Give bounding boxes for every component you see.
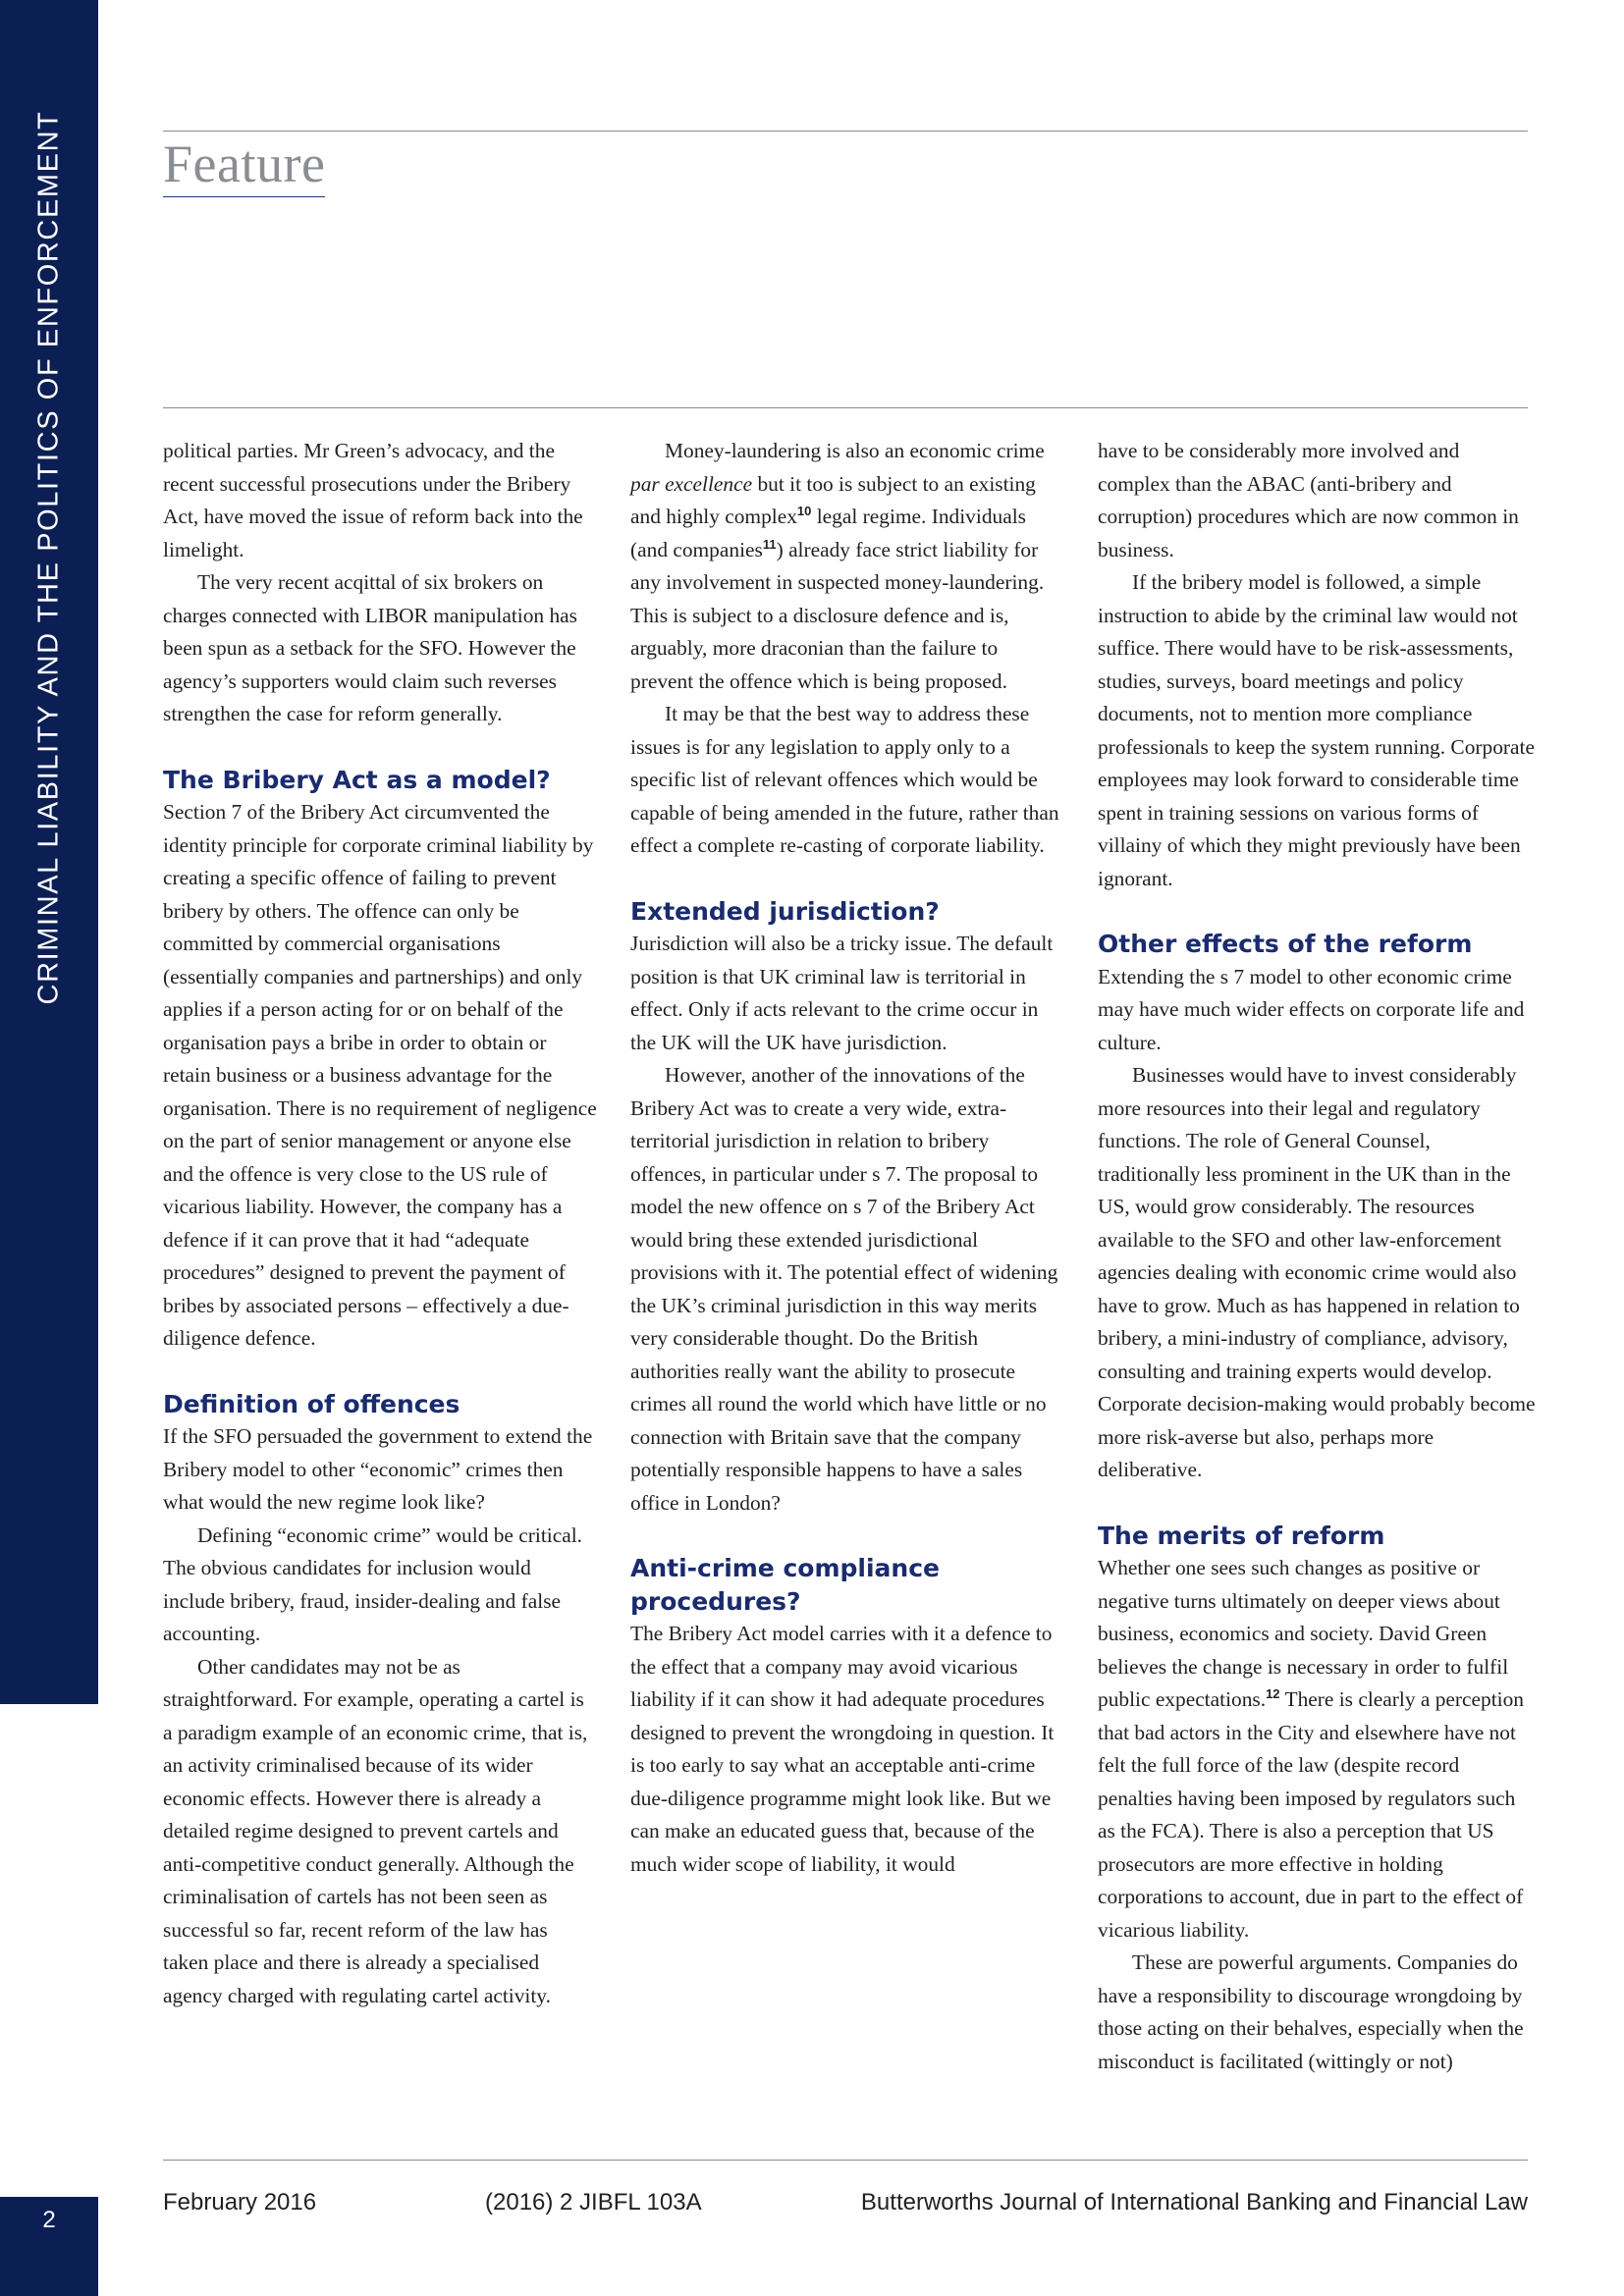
section-label: Feature xyxy=(163,132,325,197)
subheading: The merits of reform xyxy=(1098,1521,1385,1550)
paragraph xyxy=(1098,1552,1536,1947)
column-3 xyxy=(1098,435,1536,2078)
paragraph: have to be considerably more involved and complex than the ABAC (anti-bribery and corruption) procedures which are now common in business. xyxy=(1098,439,1519,561)
subheading: Extended jurisdiction? xyxy=(630,896,940,926)
paragraph: It may be that the best way to address these issues is for any legislation to apply only to a specific list of relevant offences which would be capable of being amended in the future, rather than effect a complete re-casting of corporate liability. xyxy=(630,702,1059,857)
paragraph: However, another of the innovations of the Bribery Act was to create a very wide, extra-territorial jurisdiction in relation to bribery offences, in particular under s 7. The proposal to model the new offence on s 7 of the Bribery Act would bring these extended jurisdictional provisions with it. The potential effect of widening the UK’s criminal jurisdiction in this way merits very considerable thought. Do the British authorities really want the ability to prosecute crimes all round the world which have little or no connection with Britain save that the company potentially responsible happens to have a sales office in London? xyxy=(630,1063,1058,1515)
paragraph: Businesses would have to invest considerably more resources into their legal and regulatory functions. The role of General Counsel, traditionally less prominent in the UK than in the US, would grow considerably. The resources available to the SFO and other law-enforcement agencies dealing with economic crime would also have to grow. Much as has happened in relation to bribery, a mini-industry of compliance, advisory, consulting and training experts would develop. Corporate decision-making would probably become more risk-averse but also, perhaps more deliberative. xyxy=(1098,1063,1536,1481)
footnote-ref: 12 xyxy=(1266,1685,1280,1701)
paragraph: If the bribery model is followed, a simple instruction to abide by the criminal law would not suffice. There would have to be risk-assessments, studies, surveys, board meetings and policy documents, not to mention more compliance professionals to keep the system running. Corporate employees may look forward to considerable time spent in training sessions on various forms of villainy of which they might previously have been ignorant. xyxy=(1098,570,1535,890)
paragraph: If the SFO persuaded the government to extend the Bribery model to other “economic” crimes then what would the new regime look like? xyxy=(163,1424,593,1514)
column-1 xyxy=(163,435,597,2012)
text-run: Whether one sees such changes as positive or negative turns ultimately on deeper views about business, economics and society. David Green believes the change is necessary in order to fulfil public expectations. xyxy=(1098,1556,1509,1711)
text-run: Money-laundering is also an economic crime xyxy=(665,439,1045,462)
footer-citation: (2016) 2 JIBFL 103A xyxy=(485,2189,702,2216)
subheading: Anti-crime compliance procedures? xyxy=(630,1554,940,1616)
footnote-ref: 11 xyxy=(762,536,777,552)
paragraph: political parties. Mr Green’s advocacy, and the recent successful prosecutions under the Bribery Act, have moved the issue of reform back into the limelight. xyxy=(163,439,583,561)
text-run: ) already face strict liability for any involvement in suspected money-laundering. This is subject to a disclosure defence and is, arguably, more draconian than the failure to prevent the offence which is being proposed. xyxy=(630,537,1045,693)
paragraph xyxy=(630,435,1064,698)
subheading: Other effects of the reform xyxy=(1098,930,1473,958)
running-title: CRIMINAL LIABILITY AND THE POLITICS OF ENFORCEMENT xyxy=(32,110,65,1005)
paragraph: Jurisdiction will also be a tricky issue. The default position is that UK criminal law is territorial in effect. Only if acts relevant to the crime occur in the UK will the UK have jurisdiction. xyxy=(630,932,1054,1054)
subheading: The Bribery Act as a model? xyxy=(163,765,551,794)
footnote-ref: 10 xyxy=(796,503,812,518)
paragraph: These are powerful arguments. Companies do have a responsibility to discourage wrongdoing by those acting on their behalves, especially when the misconduct is facilitated (wittingly or not) xyxy=(1098,1950,1524,2073)
footer-rule xyxy=(163,2160,1528,2161)
text-run: legal regime. Individuals (and companies xyxy=(630,505,1026,561)
paragraph: The very recent acqittal of six brokers on charges connected with LIBOR manipulation has been spun as a setback for the SFO. However the agency’s supporters would claim such reverses strengthen the case for reform generally. xyxy=(163,570,577,725)
header-rule xyxy=(163,131,1528,132)
paragraph: Other candidates may not be as straightforward. For example, operating a cartel is a paradigm example of an economic crime, that is, an activity criminalised because of its wider economic effects. However there is already a detailed regime designed to prevent cartels and anti-competitive conduct generally. Although the criminalisation of cartels has not been seen as successful so far, recent reform of the law has taken place and there is already a specialised agency charged with regulating cartel activity. xyxy=(163,1654,588,2007)
paragraph: Extending the s 7 model to other economic crime may have much wider effects on corporate life and culture. xyxy=(1098,964,1525,1054)
paragraph: Section 7 of the Bribery Act circumvented the identity principle for corporate criminal liability by creating a specific offence of failing to prevent bribery by others. The offence can only be committed by commercial organisations (essentially companies and partnerships) and only applies if a person acting for or on behalf of the organisation pays a bribe in order to obtain or retain business or a business advantage for the organisation. There is no requirement of negligence on the part of senior management or anyone else and the offence is very close to the US rule of vicarious liability. However, the company has a defence if it can prove that it had “adequate procedures” designed to prevent the payment of bribes by associated persons – effectively a due-diligence defence. xyxy=(163,800,597,1350)
italic-phrase: par excellence xyxy=(630,471,753,496)
subheading: Definition of offences xyxy=(163,1389,460,1418)
column-2 xyxy=(630,435,1064,1881)
text-run: There is clearly a perception that bad actors in the City and elsewhere have not felt the full force of the law (despite record penalties having been imposed by regulators such as the FCA). There is also a perception that US prosecutors are more effective in holding corporations to account, due in part to the effect of vicarious liability. xyxy=(1098,1687,1524,1942)
footer-date: February 2016 xyxy=(163,2189,317,2216)
footer-journal: Butterworths Journal of International Banking and Financial Law xyxy=(860,2189,1528,2216)
paragraph: Defining “economic crime” would be critical. The obvious candidates for inclusion would include bribery, fraud, insider-dealing and false accounting. xyxy=(163,1522,582,1645)
sidebar-gap xyxy=(0,1704,98,2197)
body-top-rule xyxy=(163,407,1528,408)
text-run: but it too is subject to an existing and highly complex xyxy=(630,471,1036,528)
page-number: 2 xyxy=(42,2207,56,2233)
paragraph: The Bribery Act model carries with it a defence to the effect that a company may avoid vicarious liability if it can show it had adequate procedures designed to prevent the wrongdoing in question. It is too early to say what an acceptable anti-crime due-diligence programme might look like. But we can make an educated guess that, because of the much wider scope of liability, it would xyxy=(630,1622,1055,1876)
